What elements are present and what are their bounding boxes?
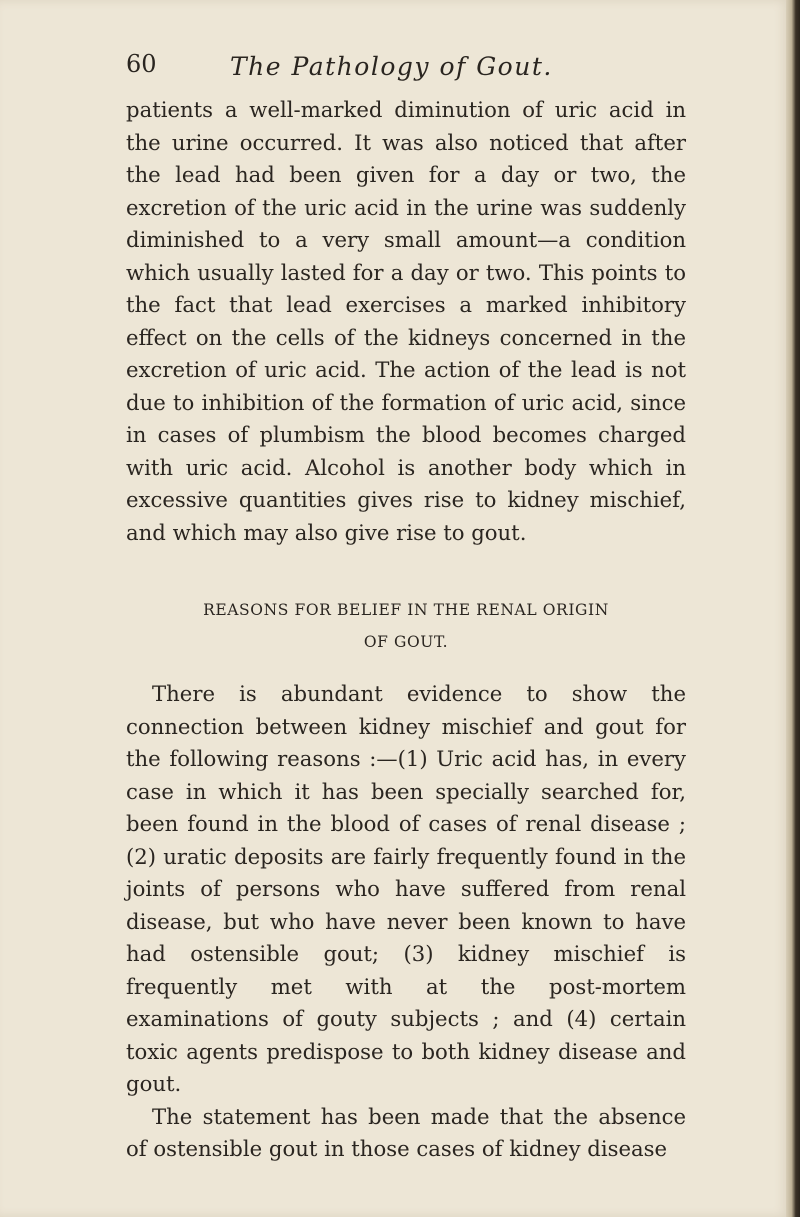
page-edge-shadow	[786, 0, 800, 1217]
paragraph-reasons: There is abundant evidence to show the connection between kidney mischief and gout for the following reasons :—(1) Uric acid has, in every case in which it has been specially searched for, been found in the blood of cases of renal disease ; (2) uratic deposits are fairly frequently found in the joints of persons who have suffered from renal disease, but who have never been known to have had ostensible gout; (3) kidney mischief is frequently met with at the post-mortem examinations of gouty subjects ; and (4) certain toxic agents predispose to both kidney disease and gout.	[126, 681, 686, 1096]
page-number: 60	[126, 50, 157, 78]
page-header	[126, 50, 686, 86]
paragraph-statement: The statement has been made that the absence of ostensible gout in those cases of kidney disease	[126, 1103, 686, 1161]
paragraph-continued: patients a well-marked diminution of uric acid in the urine occurred. It was also noticed that after the lead had been given for a day or two, the excretion of the uric acid in the urine was suddenly diminished to a very small amount—a condition which usually lasted for a day or two. This points to the fact that lead exercises a marked inhibitory effect on the cells of the kidneys concerned in the excretion of uric acid. The action of the lead is not due to inhibition of the formation of uric acid, since in cases of plumbism the blood becomes charged with uric acid. Alcohol is another body which in excessive quantities gives rise to kidney mischief, and which may also give rise to gout.	[126, 97, 686, 545]
running-title: The Pathology of Gout.	[230, 52, 553, 81]
section-body	[126, 678, 686, 1166]
section-heading-line-2: OF GOUT.	[363, 633, 449, 651]
section-heading-line-1: REASONS FOR BELIEF IN THE RENAL ORIGIN	[203, 601, 609, 619]
section-heading	[126, 594, 686, 658]
